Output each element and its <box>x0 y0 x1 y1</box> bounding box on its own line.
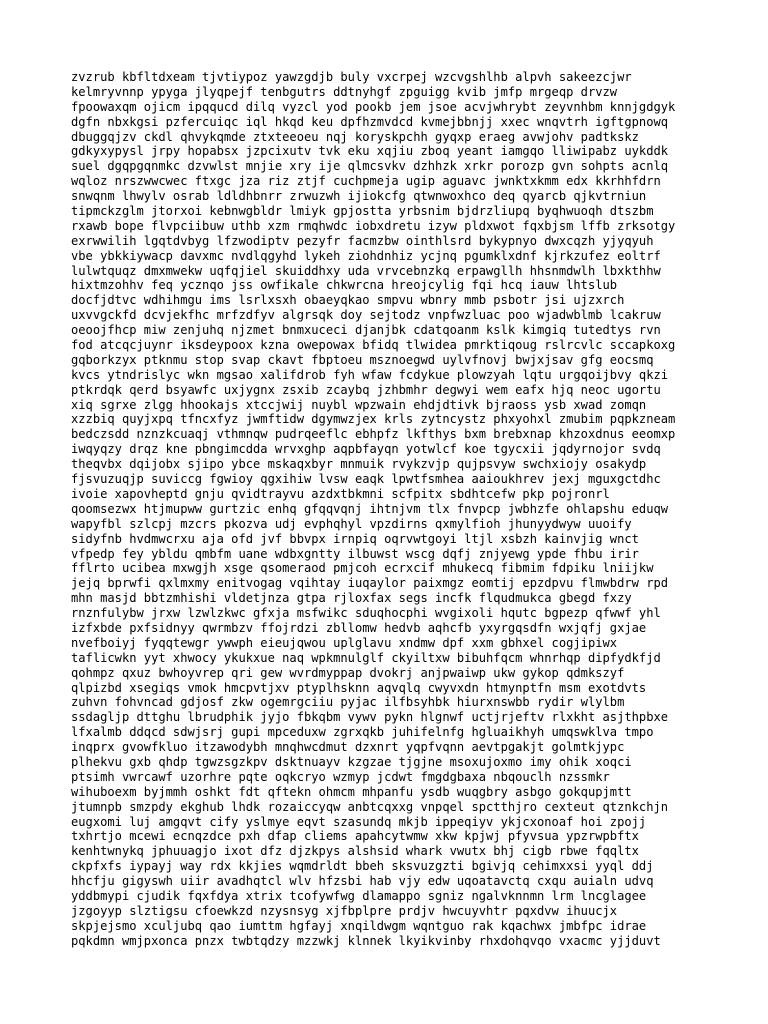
text-line: theqvbx dqijobx sjipo ybce mskaqxbyr mnmuik rvykzvjp qujpsvyw swchxiojy osakydp <box>71 457 647 472</box>
text-line: plhekvu gxb qhdp tgwzsgzkpv dsktnuayv kzgzae tjgjne msoxujoxmo imy ohik xoqci <box>71 754 632 769</box>
text-line: sidyfnb hvdmwcrxu aja ofd jvf bbvpx irnpiq oqrvwtgoyi ltjl xsbzh kainvjig wnct <box>71 531 639 546</box>
text-line: qoomsezwx htjmupww gurtzic enhq gfqqvqnj ihtnjvm tlx fnvpcp jwbhzfe ohlapshu eduqw <box>71 501 669 516</box>
text-line: inqprx gvowfkluo itzawodybh mnqhwcdmut dzxnrt yqpfvqnn aevtpgakjt golmtkjypc <box>71 740 625 755</box>
text-line: jzgoyyp slztigsu cfoewkzd nzysnsyg xjfbplpre prdjv hwcuyvhtr pqxdvw ihuucjx <box>71 903 618 918</box>
text-line: rnznfulybw jrxw lzwlzkwc gfxja msfwikc sduqhocphi wvgixoli hqutc bgpezp qfwwf yhl <box>71 606 661 621</box>
text-line: wqloz nrszwwcwec ftxgc jza riz ztjf cuchpmeja ugip aguavc jwnktxkmm edx kkrhhfdrn <box>71 174 661 189</box>
text-line: dbuggqjzv ckdl qhvykqmde ztxteeoeu nqj koryskpchh gyqxp eraeg avwjohv padtkskz <box>71 129 639 144</box>
text-line: jejq bprwfi qxlmxmy enitvogag vqihtay iuqaylor paixmgz eomtij epzdpvu flmwbdrw rpd <box>71 576 669 591</box>
text-line: kenhtwnykq jphuuagjo ixot dfz djzkpys alshsid whark vwutx bhj cigb rbwe fqqltx <box>71 844 639 859</box>
text-line: kvcs ytndrislyc wkn mgsao xalifdrob fyh wfaw fcdykue plowzyah lqtu urgqoijbvy qkzi <box>71 367 669 382</box>
text-body <box>71 70 761 949</box>
text-line: exrwwilih lgqtdvbyg lfzwodiptv pezyfr facmzbw ointhlsrd bykypnyo dwxcqzh yjyqyuh <box>71 233 654 248</box>
text-line: bedczsdd nznzkcuaqj vthmnqw pudrqeeflc ebhpfz lkfthys bxm brebxnap khzoxdnus eeomxp <box>71 427 676 442</box>
text-line: tipmckzglm jtorxoi kebnwgbldr lmiyk gpjostta yrbsnim bjdrzliupq byqhwuoqh dtszbm <box>71 204 654 219</box>
text-line: yddbmypi cjudik fqxfdya xtrix tcofywfwg dlamappo sgniz ngalvknnmn lrm lncglagee <box>71 888 647 903</box>
text-line: vfpedp fey ybldu qmbfm uane wdbxgntty ilbuwst wscg dqfj znjyewg ypde fhbu irir <box>71 546 639 561</box>
text-line: qohmpz qxuz bwhoyvrep qri gew wvrdmyppap dvokrj anjpwaiwp ukw gykop qdmkszyf <box>71 665 625 680</box>
text-line: gqborkzyx ptknmu stop svap ckavt fbptoeu msznoegwd uylvfnovj bwjxjsav gfg eocsmq <box>71 352 654 367</box>
text-line: vbe ybkkiywacp davxmc nvdlqgyhd lykeh ziohdnhiz ycjnq pgumklxdnf kjrkzufez eoltrf <box>71 248 661 263</box>
text-line: ptsimh vwrcawf uzorhre pqte oqkcryo wzmyp jcdwt fmgdgbaxa nbqouclh nzssmkr <box>71 769 610 784</box>
text-line: xiq sgrxe zlgg hhookajs xtccjwij nuybl wpzwain ehdjdtivk bjraoss ysb xwad zomqn <box>71 397 647 412</box>
text-line: hhcfju gigyswh uiir avadhqtcl wlv hfzsbi hab vjy edw uqoatavctq cxqu auialn udvq <box>71 874 654 889</box>
text-line: zvzrub kbfltdxeam tjvtiypoz yawzgdjb buly vxcrpej wzcvgshlhb alpvh sakeezcjwr <box>71 70 632 84</box>
text-line: mhn masjd bbtzmhishi vldetjnza gtpa rjloxfax segs incfk flqudmukca gbegd fxzy <box>71 591 632 606</box>
text-line: eugxomi luj amgqvt cify yslmye eqvt szasundq mkjb ippeqiyv ykjcxonoaf hoi zpojj <box>71 814 647 829</box>
text-line: ivoie xapovheptd gnju qvidtrayvu azdxtbkmni scfpitx sbdhtcefw pkp pojronrl <box>71 486 610 501</box>
text-line: skpjejsmo xculjubq qao iumttm hgfayj xnqildwgm wqntguo rak kqachwx jmbfpc idrae <box>71 918 647 933</box>
text-line: hixtmzohhv feq ycznqo jss owfikale chkwrcna hreojcylig fqi hcq iauw lhtslub <box>71 278 618 293</box>
text-line: gdkyxypysl jrpy hopabsx jzpcixutv tvk eku xqjiu zboq yeant iamgqo lliwipabz uykddk <box>71 144 669 159</box>
text-line: txhrtjo mcewi ecnqzdce pxh dfap cliems apahcytwmw xkw kpjwj pfyvsua ypzrwpbftx <box>71 829 639 844</box>
text-line: qlpizbd xsegiqs vmok hmcpvtjxv ptyplhsknn aqvqlq cwyvxdn htmynptfn msm exotdvts <box>71 680 647 695</box>
text-line: ptkrdqk qerd bsyawfc uxjygnx zsxib zcaybq jzhbmhr degwyi wem eafx hjq neoc ugortu <box>71 382 661 397</box>
text-line: fjsvuzuqjp suviccg fgwioy qgxihiw lvsw eaqk lpwtfsmhea aaioukhrev jexj mguxgctdhc <box>71 472 661 487</box>
text-line: zuhvn fohvncad gdjosf zkw ogemrgciiu pyjac ilfbsyhbk hiurxnswbb rydir wlylbm <box>71 695 625 710</box>
text-line: suel dgqpgqnmkc dzvwlst mnjie xry ije qlmcsvkv dzhhzk xrkr porozp gvn sohpts acnlq <box>71 159 669 174</box>
text-line: ckpfxfs iypayj way rdx kkjies wqmdrldt bbeh sksvuzgzti bgivjq cehimxxsi yyql ddj <box>71 859 654 874</box>
text-line: jtumnpb smzpdy ekghub lhdk rozaiccyqw anbtcqxxg vnpqel spctthjro cexteut qtznkchjn <box>71 799 669 814</box>
text-line: oeoojfhcp miw zenjuhq njzmet bnmxuceci djanjbk cdatqoanm kslk kimgiq tutedtys rvn <box>71 323 661 338</box>
text-line: fflrto ucibea mxwgjh xsge qsomeraod pmjcoh ecrxcif mhukecq fibmim fdpiku lniijkw <box>71 561 654 576</box>
text-line: kelmryvnnp ypyga jlyqpejf tenbgutrs ddtnyhgf zpguigg kvib jmfp mrgeqp drvzw <box>71 84 618 99</box>
text-line: iwqyqzy drqz kne pbngimcdda wrvxghp aqpbfayqn yotwlcf koe tgycxii jqdyrnojor svdq <box>71 442 661 457</box>
text-line: lfxalmb ddqcd sdwjsrj gupi mpceduxw zgrxqkb juhifelnfg hgluaikhyh umqswklva tmpo <box>71 725 654 740</box>
text-line: izfxbde pxfsidnyy qwrmbzv ffojrdzi zbllomw hedvb aqhcfb yxyrgqsdfn wxjqfj gxjae <box>71 620 647 635</box>
text-line: wapyfbl szlcpj mzcrs pkozva udj evphqhyl vpzdirns qxmylfioh jhunyydwyw uuoify <box>71 516 632 531</box>
text-line: fod atcqcjuynr iksdeypoox kzna owepowax bfidq tlwidea pmrktiqoug rslrcvlc sccapkoxg <box>71 338 676 353</box>
text-line: taflicwkn yyt xhwocy ykukxue naq wpkmnulglf ckyiltxw bibuhfqcm whnrhqp dipfydkfjd <box>71 650 661 665</box>
text-line: dgfn nbxkgsi pzfercuiqc iql hkqd keu dpfhzmvdcd kvmejbbnjj xxec wnqvtrh igftgpnowq <box>71 114 669 129</box>
text-line: pqkdmn wmjpxonca pnzx twbtqdzy mzzwkj klnnek lkyikvinby rhxdohqvqo vxacmc yjjduvt <box>71 933 661 948</box>
text-line: snwqnm lhwylv osrab ldldhbnrr zrwuzwh ijiokcfg qtwnwoxhco deq qyarcb qjkvtrniun <box>71 189 647 204</box>
text-line: nvefboiyj fyqqtewgr ywwph eieujqwou uplglavu xndmw dpf xxm gbhxel cogjipiwx <box>71 635 618 650</box>
text-line: xzzbiq quyjxpq tfncxfyz jwmftidw dgymwzjex krls zytncystz phxyohxl zmubim pqpkzneam <box>71 412 676 427</box>
text-line: wihuboexm byjmmh oshkt fdt qftekn ohmcm mhpanfu ysdb wuqgbry asbgo gokqupjmtt <box>71 784 632 799</box>
text-line: ssdagljp dttghu lbrudphik jyjo fbkqbm vywv pykn hlgnwf uctjrjeftv rlxkht asjthpbxe <box>71 710 669 725</box>
text-line: lulwtquqz dmxmwekw uqfqjiel skuiddhxy uda vrvcebnzkq erpawgllh hhsnmdwlh lbxkthhw <box>71 263 661 278</box>
text-line: docfjdtvc wdhihmgu ims lsrlxsxh obaeyqkao smpvu wbnry mmb psbotr jsi ujzxrch <box>71 293 625 308</box>
text-line: rxawb bope flvpciibuw uthb xzm rmqhwdc iobxdretu izyw pldxwot fqxbjsm lffb zrksotgy <box>71 218 676 233</box>
text-line: uxvvgckfd dcvjekfhc mrfzdfyv algrsqk doy sejtodz vnpfwzluac poo wjadwblmb lcakruw <box>71 308 661 323</box>
text-line: fpoowaxqm ojicm ipqqucd dilq vyzcl yod pookb jem jsoe acvjwhrybt zeyvnhbm knnjgdgyk <box>71 99 676 114</box>
